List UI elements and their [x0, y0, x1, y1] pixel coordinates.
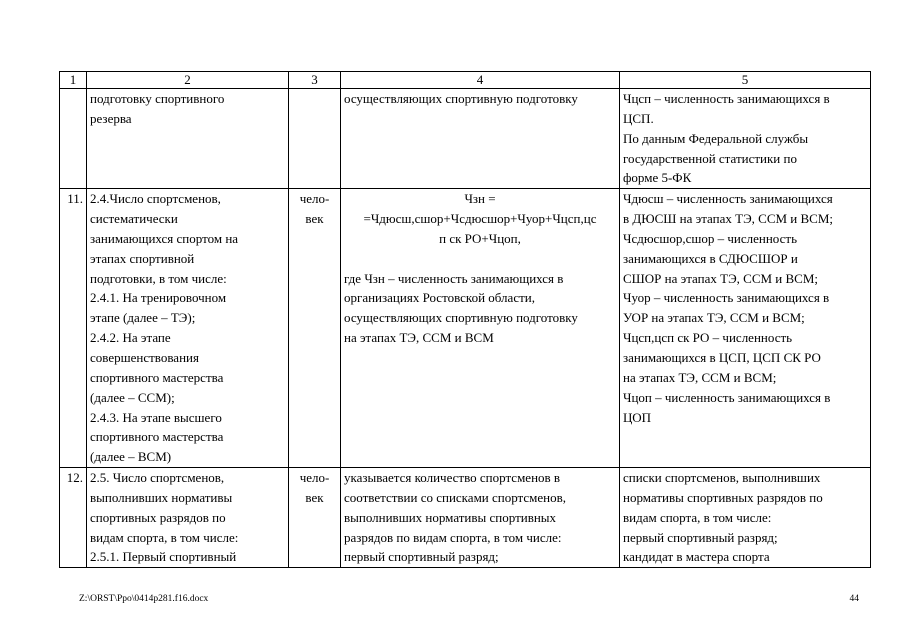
method-cell — [341, 89, 620, 189]
table-row — [60, 89, 871, 189]
cell-line: век — [305, 489, 324, 505]
table-row — [60, 468, 871, 568]
cell-line: осуществляющих спортивную подготовку — [344, 310, 578, 326]
cell-line: кандидат в мастера спорта — [623, 549, 770, 565]
cell-line: 2.4.Число спортсменов, — [90, 191, 221, 207]
cell-line: спортивного мастерства — [90, 369, 224, 385]
cell-line: Чдюсш – численность занимающихся — [623, 191, 833, 207]
cell-line: совершенствования — [90, 349, 199, 365]
header-col-4: 4 — [341, 72, 620, 89]
cell-line: 2.4.3. На этапе высшего — [90, 409, 222, 425]
cell-line: подготовки, в том числе: — [90, 270, 227, 286]
method-cell — [341, 189, 620, 468]
cell-line: резерва — [90, 110, 132, 126]
cell-line: соответствии со списками спортсменов, — [344, 489, 567, 505]
header-col-2: 2 — [87, 72, 289, 89]
cell-line: на этапах ТЭ, ССМ и ВСМ; — [623, 369, 777, 385]
cell-line: По данным Федеральной службы — [623, 130, 809, 146]
formula-line: Чзн = — [464, 191, 496, 207]
cell-line: чело- — [299, 191, 330, 207]
indicator-name-cell — [87, 89, 289, 189]
cell-line: нормативы спортивных разрядов по — [623, 489, 823, 505]
cell-line: Чцсп,цсп ск РО – численность — [623, 330, 793, 346]
formula-line: п ск РО+Чцоп, — [439, 230, 521, 246]
cell-line: указывается количество спортсменов в — [344, 470, 561, 486]
method-cell — [341, 468, 620, 568]
cell-line: 2.5. Число спортсменов, — [90, 470, 225, 486]
cell-line: этапах спортивной — [90, 250, 195, 266]
cell-line: форме 5-ФК — [623, 170, 692, 186]
cell-line: организациях Ростовской области, — [344, 290, 535, 306]
indicator-name-cell — [87, 468, 289, 568]
cell-line: (далее – ВСМ) — [90, 449, 172, 465]
header-col-5: 5 — [620, 72, 871, 89]
cell-line: Чуор – численность занимающихся в — [623, 290, 830, 306]
unit-cell — [289, 468, 341, 568]
indicators-table — [59, 71, 871, 568]
row-number: 11. — [60, 189, 87, 468]
cell-line: СШОР на этапах ТЭ, ССМ и ВСМ; — [623, 270, 819, 286]
cell-line — [344, 249, 616, 269]
cell-line: спортивного мастерства — [90, 429, 224, 445]
cell-line: 2.4.1. На тренировочном — [90, 290, 227, 306]
cell-line: в ДЮСШ на этапах ТЭ, ССМ и ВСМ; — [623, 211, 834, 227]
cell-line: Чцоп – численность занимающихся в — [623, 389, 831, 405]
cell-line: век — [305, 211, 324, 227]
cell-line: чело- — [299, 470, 330, 486]
cell-line: занимающихся в СДЮСШОР и — [623, 250, 798, 266]
cell-line: Чцсп – численность занимающихся в — [623, 91, 830, 106]
cell-line: на этапах ТЭ, ССМ и ВСМ — [344, 330, 494, 346]
cell-line: занимающихся спортом на — [90, 230, 239, 246]
cell-line: ЦОП — [623, 409, 651, 425]
cell-line: подготовку спортивного — [90, 91, 225, 106]
cell-line: видам спорта, в том числе: — [623, 509, 772, 525]
cell-line: Чсдюсшор,сшор – численность — [623, 230, 797, 246]
cell-line: где Чзн – численность занимающихся в — [344, 270, 564, 286]
cell-line: занимающихся в ЦСП, ЦСП СК РО — [623, 349, 821, 365]
row-number: 12. — [60, 468, 87, 568]
indicator-name-cell — [87, 189, 289, 468]
footer-file-path: Z:\ORST\Ppo\0414p281.f16.docx — [79, 594, 209, 604]
formula-line: =Чдюсш,сшор+Чсдюсшор+Чуор+Чцсп,цс — [363, 211, 597, 227]
source-cell — [620, 189, 871, 468]
table-row — [60, 189, 871, 468]
source-cell — [620, 468, 871, 568]
cell-line: первый спортивный разряд; — [623, 529, 778, 545]
cell-line: выполнивших нормативы — [90, 489, 233, 505]
unit-cell — [289, 189, 341, 468]
cell-line: государственной статистики по — [623, 150, 797, 166]
cell-line: первый спортивный разряд; — [344, 549, 499, 565]
table-header-row — [60, 72, 871, 89]
cell-line: систематически — [90, 211, 178, 227]
cell-line: этапе (далее – ТЭ); — [90, 310, 196, 326]
unit-cell — [289, 89, 341, 189]
cell-line: списки спортсменов, выполнивших — [623, 470, 821, 486]
cell-line: разрядов по видам спорта, в том числе: — [344, 529, 562, 545]
source-cell — [620, 89, 871, 189]
cell-line: ЦСП. — [623, 110, 654, 126]
cell-line: УОР на этапах ТЭ, ССМ и ВСМ; — [623, 310, 805, 326]
cell-line: спортивных разрядов по — [90, 509, 226, 525]
cell-line: 2.5.1. Первый спортивный — [90, 549, 237, 565]
cell-line: выполнивших нормативы спортивных — [344, 509, 557, 525]
header-col-3: 3 — [289, 72, 341, 89]
page-number: 44 — [849, 594, 859, 604]
cell-line: осуществляющих спортивную подготовку — [344, 91, 578, 106]
cell-line: 2.4.2. На этапе — [90, 330, 171, 346]
cell-line: видам спорта, в том числе: — [90, 529, 239, 545]
cell-line: (далее – ССМ); — [90, 389, 175, 405]
row-number — [60, 89, 87, 189]
header-col-1: 1 — [60, 72, 87, 89]
